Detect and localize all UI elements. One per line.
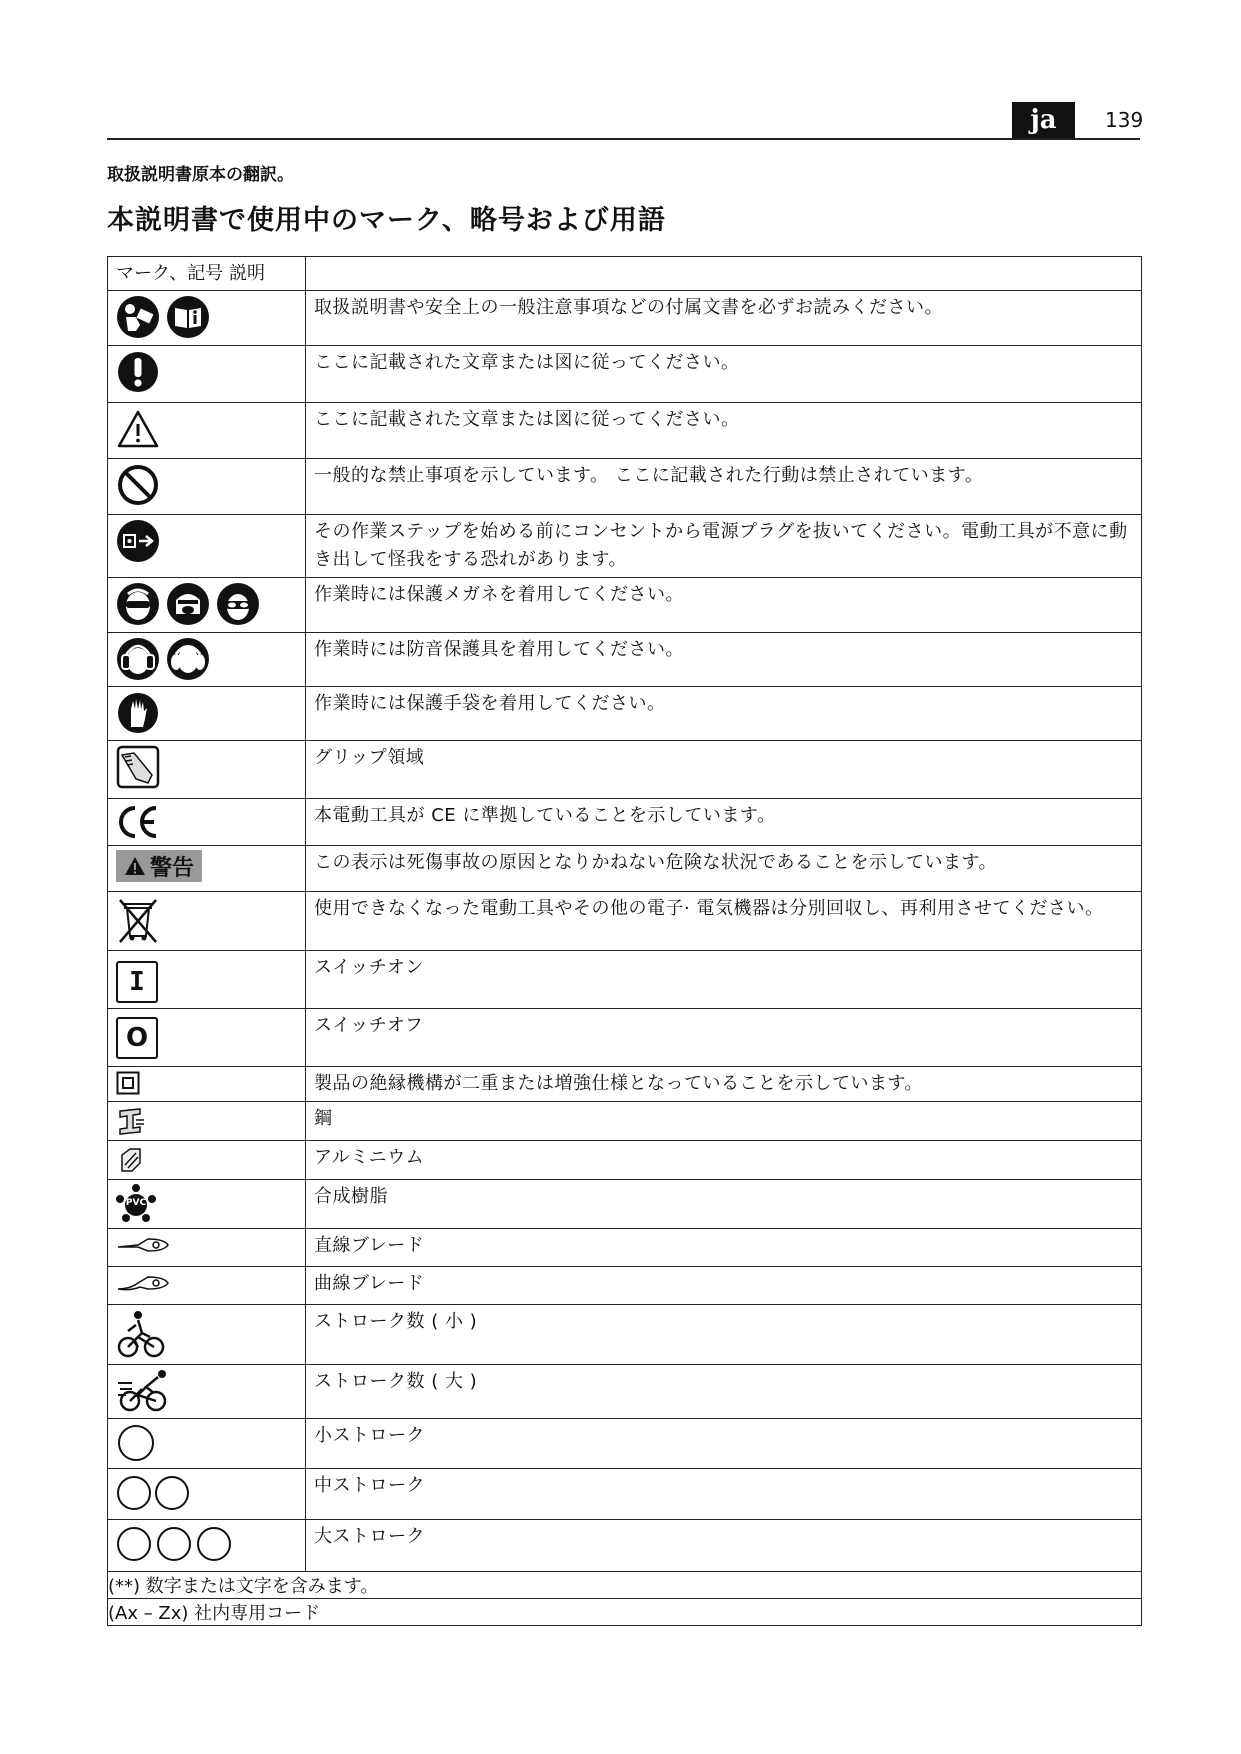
symbols-table [107, 256, 1142, 1626]
description-cell: スイッチオフ [306, 1009, 1142, 1067]
note-internal-code: (Ax – Zx) 社内専用コード [108, 1599, 1142, 1626]
table-row [108, 346, 1142, 403]
description-cell: 作業時には保護手袋を着用してください。 [306, 687, 1142, 741]
unplug-icon [116, 519, 160, 563]
table-header-row [108, 257, 1142, 291]
description-cell: 曲線ブレード [306, 1267, 1142, 1305]
header-rule [107, 138, 1140, 140]
table-note-row [108, 1572, 1142, 1599]
switch-on-symbol: I [129, 967, 145, 997]
warning-triangle-small-icon [124, 856, 146, 876]
table-row [108, 846, 1142, 892]
read-manual-icon [116, 295, 160, 339]
description-cell: 中ストローク [306, 1469, 1142, 1520]
description-cell: グリップ領域 [306, 741, 1142, 799]
description-cell: 合成樹脂 [306, 1180, 1142, 1229]
description-cell: スイッチオン [306, 951, 1142, 1009]
table-row [108, 1305, 1142, 1365]
table-row [108, 291, 1142, 346]
mandatory-exclamation-icon [116, 350, 160, 394]
warning-label-text: 警告 [150, 855, 195, 881]
double-insulation-icon [116, 1071, 140, 1095]
curved-blade-icon [116, 1271, 170, 1295]
warning-triangle-icon [116, 407, 160, 451]
table-row [108, 687, 1142, 741]
table-row [108, 892, 1142, 951]
ce-mark-icon [116, 803, 160, 841]
table-row [108, 741, 1142, 799]
table-row [108, 578, 1142, 633]
description-cell: ストローク数 ( 小 ) [306, 1305, 1142, 1365]
language-tab: ja [1012, 102, 1075, 138]
aluminium-icon [116, 1145, 146, 1175]
ear-muff-icon [166, 637, 210, 681]
table-row [108, 1469, 1142, 1520]
medium-stroke-icon [116, 1473, 192, 1513]
description-cell: 作業時には防音保護具を着用してください。 [306, 633, 1142, 687]
description-cell: アルミニウム [306, 1141, 1142, 1180]
description-cell: 鋼 [306, 1102, 1142, 1141]
description-cell: ストローク数 ( 大 ) [306, 1365, 1142, 1419]
description-cell: 本電動工具が CE に準拠していることを示しています。 [306, 799, 1142, 846]
goggles-icon [216, 582, 260, 626]
large-stroke-icon [116, 1524, 232, 1564]
description-cell: 直線ブレード [306, 1229, 1142, 1267]
fast-stroke-icon [116, 1369, 172, 1413]
warning-label-icon [116, 850, 202, 882]
description-cell: ここに記載された文章または図に従ってください。 [306, 346, 1142, 403]
description-cell: 一般的な禁止事項を示しています。 ここに記載された行動は禁止されています。 [306, 459, 1142, 515]
table-row [108, 1520, 1142, 1572]
table-row [108, 799, 1142, 846]
switch-off-symbol: O [125, 1023, 149, 1053]
table-row [108, 515, 1142, 578]
switch-off-icon [116, 1017, 158, 1059]
gloves-icon [116, 691, 160, 735]
small-stroke-icon [116, 1423, 156, 1463]
table-row [108, 1267, 1142, 1305]
note-digits-letters: (**) 数字または文字を含みます。 [108, 1572, 1142, 1599]
steel-icon [116, 1106, 146, 1136]
manual-info-icon [166, 295, 210, 339]
description-cell: 大ストローク [306, 1520, 1142, 1572]
straight-blade-icon [116, 1233, 170, 1257]
description-cell: この表示は死傷事故の原因となりかねない危険な状況であることを示しています。 [306, 846, 1142, 892]
table-row [108, 1067, 1142, 1102]
table-row [108, 1009, 1142, 1067]
grip-area-icon [116, 745, 160, 789]
slow-stroke-icon [116, 1309, 166, 1359]
table-header-description [306, 257, 1142, 291]
table-row [108, 403, 1142, 459]
eye-protection-icon [116, 582, 160, 626]
switch-on-icon [116, 961, 158, 1003]
description-cell: 取扱説明書や安全上の一般注意事項などの付属文書を必ずお読みください。 [306, 291, 1142, 346]
table-note-row [108, 1599, 1142, 1626]
table-row [108, 951, 1142, 1009]
description-cell: 製品の絶縁機構が二重または増強仕様となっていることを示しています。 [306, 1067, 1142, 1102]
description-cell: 小ストローク [306, 1419, 1142, 1469]
document-subtitle: 取扱説明書原本の翻訳。 [107, 165, 294, 185]
pvc-icon [116, 1184, 156, 1224]
prohibition-icon [116, 463, 160, 507]
table-row [108, 459, 1142, 515]
table-row [108, 633, 1142, 687]
face-shield-icon [166, 582, 210, 626]
description-cell: 使用できなくなった電動工具やその他の電子· 電気機器は分別回収し、再利用させてください。 [306, 892, 1142, 951]
table-row [108, 1229, 1142, 1267]
table-row [108, 1180, 1142, 1229]
table-row [108, 1102, 1142, 1141]
page-title: 本説明書で使用中のマーク、略号および用語 [107, 205, 666, 236]
page-number: 139 [1105, 108, 1144, 132]
table-header-symbols: マーク、記号 説明 [108, 257, 306, 291]
ear-protection-icon [116, 637, 160, 681]
table-row [108, 1141, 1142, 1180]
table-row [108, 1365, 1142, 1419]
table-row [108, 1419, 1142, 1469]
description-cell: ここに記載された文章または図に従ってください。 [306, 403, 1142, 459]
weee-bin-icon [116, 896, 160, 944]
description-cell: その作業ステップを始める前にコンセントから電源プラグを抜いてください。電動工具が不意に動き出して怪我をする恐れがあります。 [306, 515, 1142, 578]
pvc-label: PVC [125, 1198, 147, 1208]
description-cell: 作業時には保護メガネを着用してください。 [306, 578, 1142, 633]
